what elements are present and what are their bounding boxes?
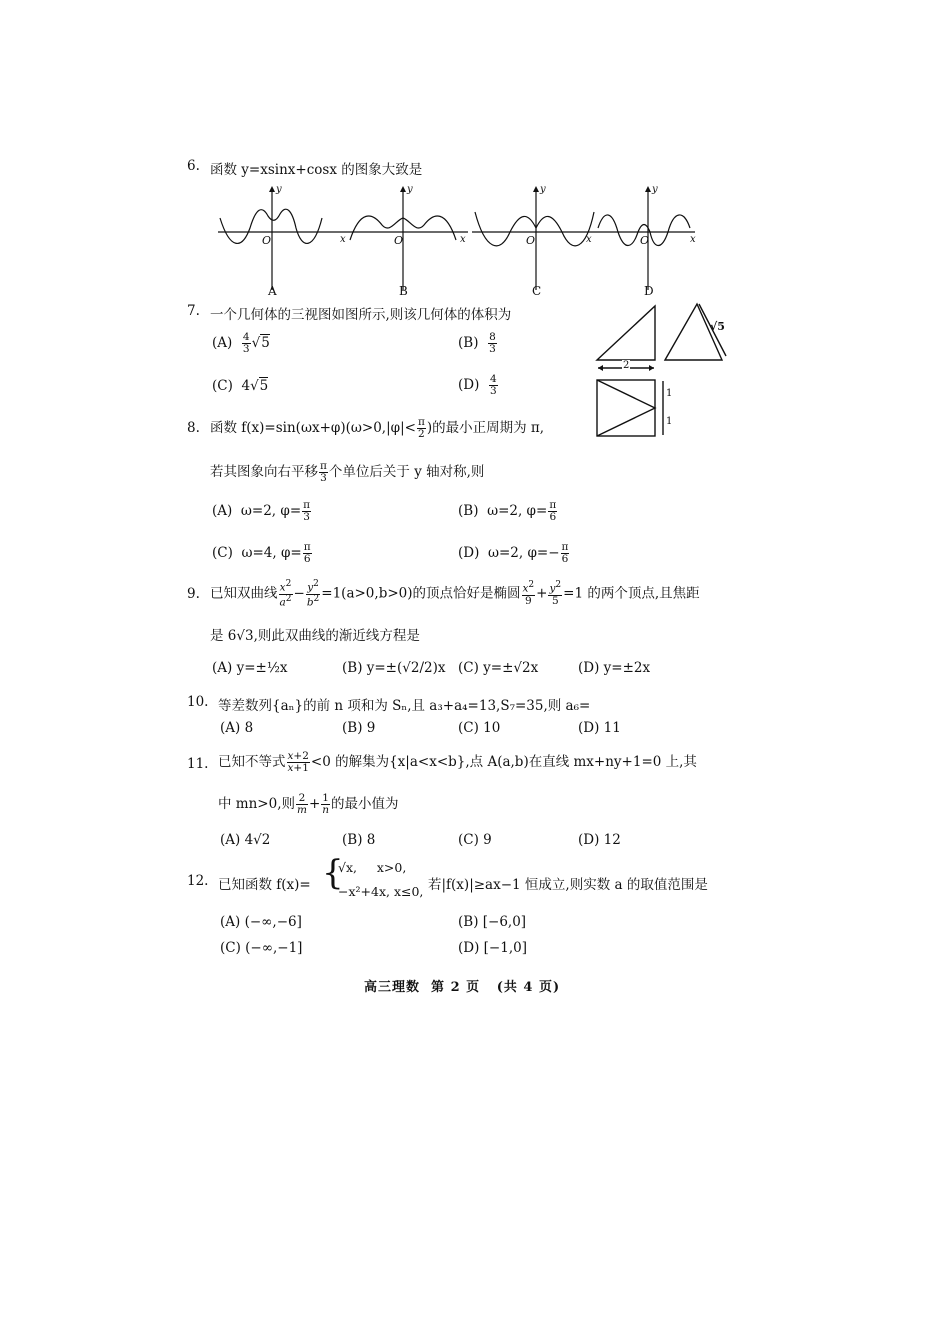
q7-option-c: (C) 4√5 [212,378,269,394]
q9-option-c: (C) y=±√2x [458,660,539,676]
q7-stem: 一个几何体的三视图如图所示,则该几何体的体积为 [210,307,512,323]
q7-option-a: (A) $\frac{4}{3}$ √5 [212,331,270,356]
q6-d-axis-x: x [690,234,696,245]
q12-option-b: (B) [−6,0] [458,914,527,930]
q7-fig-dim-1a: 1 [666,388,673,399]
q12-option-d: (D) [−1,0] [458,940,527,956]
q10-stem: 等差数列{aₙ}的前 n 项和为 Sₙ,且 a₃+a₄=13,S₇=35,则 a₆= [218,698,591,714]
q6-label-a: A [268,284,277,298]
q9-option-a: (A) y=±½x [212,660,288,676]
q6-a-axis-y: y [276,184,282,195]
q6-c-origin: O [526,234,536,247]
q11-option-a: (A) 4√2 [220,832,271,848]
q6-d-axis-y: y [652,184,658,195]
q6-b-axis-x: x [460,234,466,245]
q6-a-axis-x: x [340,234,346,245]
q12-brace: { [322,853,344,893]
q8-line1: 函数 f(x)=sin(ωx+φ)(ω>0,|φ|< $\frac{\pi}{2}$ )的最小正周期为 π, [210,415,545,440]
q10-option-d: (D) 11 [578,720,621,736]
q7-three-view-figure [0,0,950,450]
q11-option-b: (B) 8 [342,832,376,848]
q6-b-origin: O [394,234,404,247]
q9-line2: 是 6√3,则此双曲线的渐近线方程是 [210,628,420,644]
q11-option-d: (D) 12 [578,832,621,848]
q7-fig-dim-1b: 1 [666,416,673,427]
q7-number: 7. [187,303,200,319]
q9-number: 9. [187,586,200,602]
q6-b-axis-y: y [407,184,413,195]
q6-label-b: B [399,284,408,298]
q10-option-a: (A) 8 [220,720,254,736]
q12-case-1: √x, x>0, [338,860,407,875]
q10-option-c: (C) 10 [458,720,501,736]
q7-fig-dim-2: 2 [623,360,630,371]
page-footer: 高三理数 第 2 页 (共 4 页) [364,980,561,995]
q12-stem-end: 若|f(x)|≥ax−1 恒成立,则实数 a 的取值范围是 [428,877,708,893]
q7-option-b: (B) $\frac{8}{3}$ [458,331,496,356]
q6-c-axis-y: y [540,184,546,195]
q11-line1: 已知不等式 $\frac{x+2}{x+1}$ <0 的解集为{x|a<x<b},点 A(a,b)在直线 mx+ny+1=0 上,其 [218,749,697,774]
q6-label-d: D [644,284,654,298]
q10-number: 10. [187,694,209,710]
q7-fig-dim-sqrt5: √5 [710,320,725,333]
q6-d-origin: O [640,234,650,247]
q8-line2: 若其图象向右平移 $\frac{\pi}{3}$ 个单位后关于 y 轴对称,则 [210,459,485,484]
q12-number: 12. [187,873,209,889]
q6-label-c: C [532,284,542,298]
q11-line2: 中 mn>0,则 $\frac{2}{m}$ + $\frac{1}{n}$ 的最小值为 [218,791,399,816]
q11-number: 11. [187,756,209,772]
q8-option-a: (A) ω=2, φ= $\frac{\pi}{3}$ [212,499,311,524]
q8-option-b: (B) ω=2, φ= $\frac{\pi}{6}$ [458,499,557,524]
q6-c-axis-x: x [586,234,592,245]
q7-option-d: (D) $\frac{4}{3}$ [458,373,497,398]
q10-option-b: (B) 9 [342,720,376,736]
q9-option-b: (B) y=±(√2/2)x [342,660,446,676]
q9-line1: 已知双曲线 $\frac{x^2}{a^2}$ − $\frac{y^2}{b^2}$ =1(a>0,b>0)的顶点恰好是椭圆 $\frac{x^2}{9}$ + $\frac{y^2}{5}$ =1 的两个顶点,且焦距 [210,579,700,609]
q12-case-2: −x²+4x, x≤0, [338,884,424,899]
q6-number: 6. [187,158,200,174]
q12-stem-start: 已知函数 f(x)= [218,877,311,893]
q12-option-a: (A) (−∞,−6] [220,914,302,930]
q6-stem: 函数 y=xsinx+cosx 的图象大致是 [210,162,423,178]
q12-option-c: (C) (−∞,−1] [220,940,303,956]
q8-option-c: (C) ω=4, φ= $\frac{\pi}{6}$ [212,541,311,566]
q11-option-c: (C) 9 [458,832,492,848]
q8-number: 8. [187,420,200,436]
q6-a-origin: O [262,234,272,247]
q9-option-d: (D) y=±2x [578,660,651,676]
q8-option-d: (D) ω=2, φ=− $\frac{\pi}{6}$ [458,541,569,566]
